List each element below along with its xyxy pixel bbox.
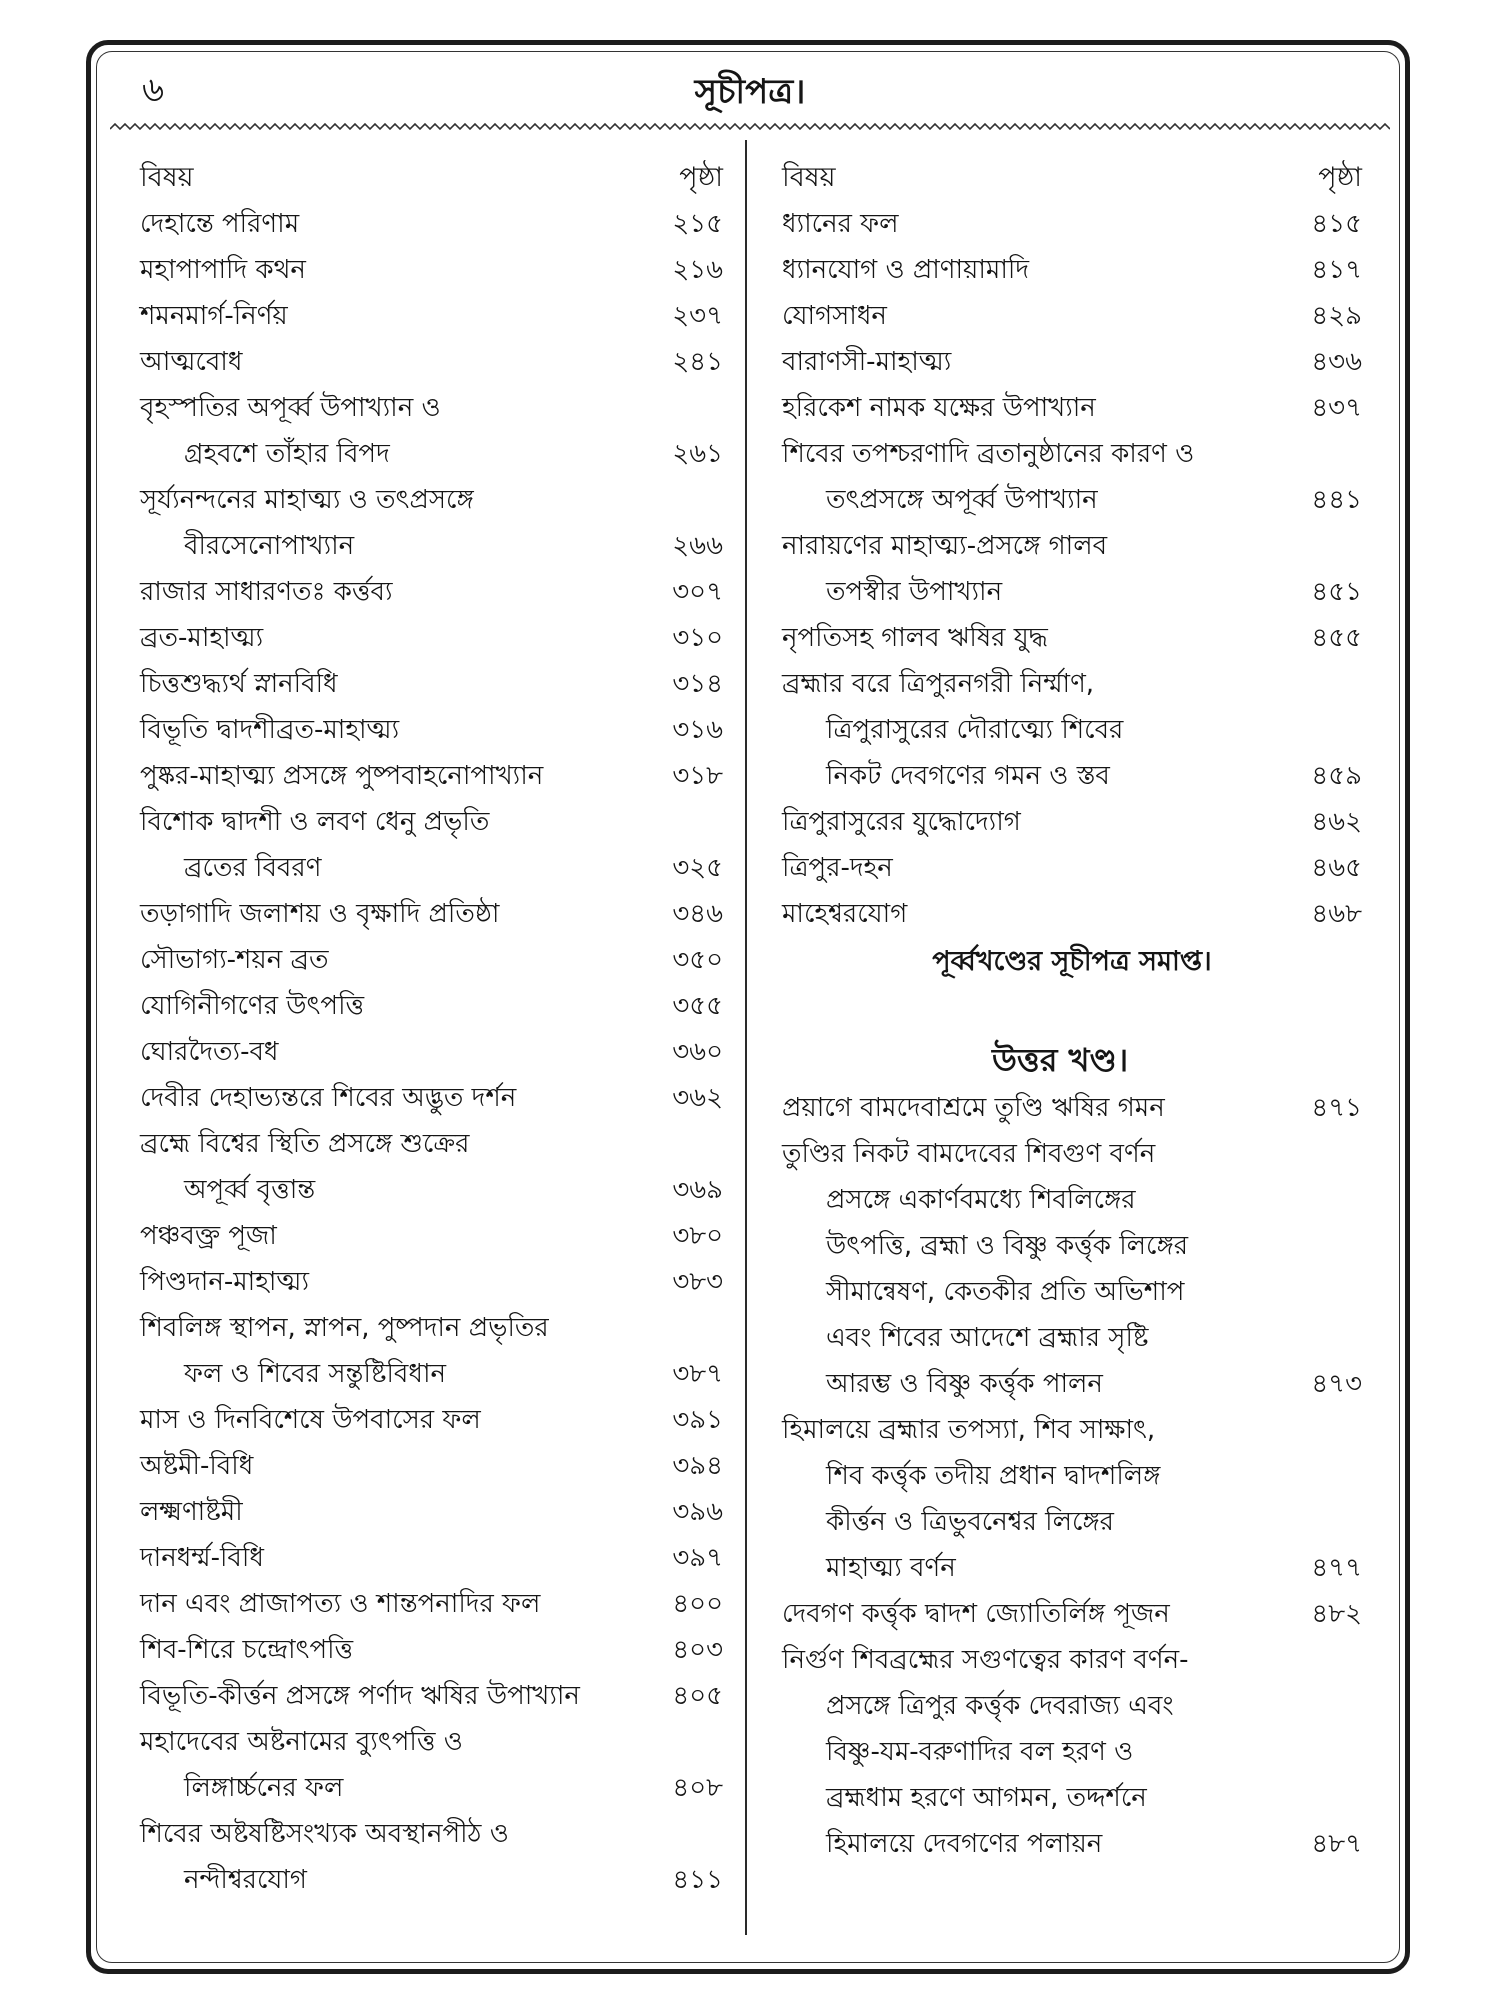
toc-entry-page: ৩৮০ [672, 1221, 723, 1251]
toc-entry-line: বীরসেনোপাখ্যান [184, 531, 355, 561]
toc-entry-page: ২১৬ [672, 255, 723, 285]
toc-entry-line: রাজার সাধারণতঃ কর্ত্তব্য [140, 577, 393, 607]
toc-entry [782, 661, 1362, 799]
toc-entry-page: ৩৬২ [672, 1083, 723, 1113]
toc-entry [782, 201, 1362, 247]
toc-entry [782, 1591, 1362, 1637]
toc-entry-line: শমনমার্গ-নির্ণয় [140, 301, 288, 331]
toc-entry-line: দান এবং প্রাজাপত্য ও শান্তপনাদির ফল [140, 1589, 541, 1619]
toc-entry-page: ৪১৭ [1311, 255, 1362, 285]
toc-entry-line: নির্গুণ শিবব্রহ্মের সগুণত্বের কারণ বর্ণন- [782, 1645, 1189, 1675]
toc-entry-line: তুণ্ডির নিকট বামদেবের শিবগুণ বর্ণন [782, 1139, 1156, 1169]
toc-entry-page: ৪১১ [672, 1865, 723, 1895]
toc-entry-page: ৪০০ [672, 1589, 723, 1619]
toc-entry [140, 983, 723, 1029]
toc-entry-line: নৃপতিসহ গালব ঋষির যুদ্ধ [782, 623, 1048, 653]
toc-entry-line: ব্রহ্মধাম হরণে আগমন, তদ্দর্শনে [826, 1783, 1147, 1813]
left-column-header [140, 155, 723, 201]
toc-entry-page: ৪৮৭ [1311, 1829, 1362, 1859]
toc-entry-page: ৪২৯ [1311, 301, 1362, 331]
toc-entry-line: দেবগণ কর্ত্তৃক দ্বাদশ জ্যোতির্লিঙ্গ পূজন [782, 1599, 1170, 1629]
toc-entry-line: নিকট দেবগণের গমন ও স্তব [826, 761, 1110, 791]
toc-entry [782, 891, 1362, 937]
toc-entry-page: ৩৫০ [672, 945, 723, 975]
right-column-header [782, 155, 1362, 201]
toc-entry-page: ২৬৬ [672, 531, 723, 561]
toc-entry-line: বিষ্ণু-যম-বরুণাদির বল হরণ ও [826, 1737, 1134, 1767]
toc-entry-line: নারায়ণের মাহাত্ম্য-প্রসঙ্গে গালব [782, 531, 1108, 561]
toc-entry [140, 1627, 723, 1673]
toc-entry-page: ৩৯৭ [672, 1543, 723, 1573]
toc-entry [140, 1213, 723, 1259]
toc-entry [140, 1581, 723, 1627]
toc-entry-line: পুষ্কর-মাহাত্ম্য প্রসঙ্গে পুষ্পবাহনোপাখ্যান [140, 761, 544, 791]
toc-entry-line: ব্রহ্মে বিশ্বের স্থিতি প্রসঙ্গে শুক্রের [140, 1129, 470, 1159]
toc-entry [140, 615, 723, 661]
toc-entry-line: যোগসাধন [782, 301, 887, 331]
toc-entry-page: ৩৯৬ [672, 1497, 723, 1527]
toc-entry-line: তৎপ্রসঙ্গে অপূর্ব্ব উপাখ্যান [826, 485, 1098, 515]
toc-entry [140, 1443, 723, 1489]
toc-entry-line: লক্ষ্মণাষ্টমী [140, 1497, 243, 1527]
toc-entry-page: ৪৮২ [1311, 1599, 1362, 1629]
toc-entry-line: হিমালয়ে ব্রহ্মার তপস্যা, শিব সাক্ষাৎ, [782, 1415, 1156, 1445]
toc-entry [782, 1407, 1362, 1591]
toc-entry-line: শিব কর্ত্তৃক তদীয় প্রধান দ্বাদশলিঙ্গ [826, 1461, 1161, 1491]
toc-entry-line: সূর্য্যনন্দনের মাহাত্ম্য ও তৎপ্রসঙ্গে [140, 485, 474, 515]
page-heading: পৃষ্ঠা [679, 162, 723, 193]
toc-entry-line: হিমালয়ে দেবগণের পলায়ন [826, 1829, 1103, 1859]
toc-entry [140, 1489, 723, 1535]
toc-entry [782, 523, 1362, 615]
toc-entry-page: ২১৫ [672, 209, 723, 239]
toc-entry-line: মাহাত্ম্য বর্ণন [826, 1553, 956, 1583]
toc-entry-line: তড়াগাদি জলাশয় ও বৃক্ষাদি প্রতিষ্ঠা [140, 899, 500, 929]
toc-entry [140, 569, 723, 615]
wavy-rule [110, 122, 1390, 136]
toc-entry-page: ২৬১ [672, 439, 723, 469]
toc-entry-line: দেবীর দেহাভ্যন্তরে শিবের অদ্ভুত দর্শন [140, 1083, 517, 1113]
toc-entry-page: ৪৪১ [1311, 485, 1362, 515]
toc-entry [140, 339, 723, 385]
toc-entry-line: সৌভাগ্য-শয়ন ব্রত [140, 945, 329, 975]
toc-entry-line: ধ্যানের ফল [782, 209, 899, 239]
toc-entry-page: ৪০৩ [672, 1635, 723, 1665]
toc-entry-line: ত্রিপুরাসুরের যুদ্ধোদ্যোগ [782, 807, 1021, 837]
toc-entry [140, 1535, 723, 1581]
toc-entry-line: এবং শিবের আদেশে ব্রহ্মার সৃষ্টি [826, 1323, 1149, 1353]
page-heading: পৃষ্ঠা [1318, 162, 1362, 193]
toc-entry-line: মাস ও দিনবিশেষে উপবাসের ফল [140, 1405, 481, 1435]
toc-entry-line: আত্মবোধ [140, 347, 243, 377]
toc-entry [782, 845, 1362, 891]
toc-entry-line: ব্রতের বিবরণ [184, 853, 322, 883]
toc-entry-page: ৪৭১ [1311, 1093, 1362, 1123]
toc-entry [140, 1719, 723, 1811]
toc-entry-line: গ্রহবশে তাঁহার বিপদ [184, 439, 390, 469]
toc-entry-line: মহাদেবের অষ্টনামের ব্যুৎপত্তি ও [140, 1727, 463, 1757]
toc-entry-page: ৩১৬ [672, 715, 723, 745]
toc-entry-page: ৪৬৮ [1311, 899, 1362, 929]
toc-entry [782, 1085, 1362, 1131]
toc-entry-line: বিভূতি-কীর্ত্তন প্রসঙ্গে পর্ণাদ ঋষির উপাখ্যান [140, 1681, 580, 1711]
toc-entry-line: শিবলিঙ্গ স্থাপন, স্নাপন, পুষ্পদান প্রভৃতির [140, 1313, 549, 1343]
toc-entry-line: ফল ও শিবের সন্তুষ্টিবিধান [184, 1359, 447, 1389]
toc-entry-line: শিব-শিরে চন্দ্রোৎপত্তি [140, 1635, 354, 1665]
toc-entry-page: ৪৫১ [1311, 577, 1362, 607]
toc-entry-page: ৩৯১ [672, 1405, 723, 1435]
toc-entry-line: প্রসঙ্গে ত্রিপুর কর্ত্তৃক দেবরাজ্য এবং [826, 1691, 1174, 1721]
toc-entry [782, 799, 1362, 845]
toc-entry-page: ৪৬২ [1311, 807, 1362, 837]
toc-entry-line: শিবের অষ্টষষ্টিসংখ্যক অবস্থানপীঠ ও [140, 1819, 509, 1849]
toc-entry [140, 201, 723, 247]
toc-entry-page: ৩০৭ [672, 577, 723, 607]
toc-entry [782, 385, 1362, 431]
toc-entry-page: ৪০৫ [672, 1681, 723, 1711]
toc-entry [140, 1811, 723, 1903]
toc-entry-line: ব্রত-মাহাত্ম্য [140, 623, 264, 653]
toc-entry-page: ৪৫৯ [1311, 761, 1362, 791]
toc-entry [140, 1397, 723, 1443]
toc-entry [140, 1075, 723, 1121]
toc-entry-line: বারাণসী-মাহাত্ম্য [782, 347, 952, 377]
toc-entry-line: বিশোক দ্বাদশী ও লবণ ধেনু প্রভৃতি [140, 807, 490, 837]
toc-entry-page: ৩৬০ [672, 1037, 723, 1067]
toc-entry [782, 247, 1362, 293]
toc-entry-line: লিঙ্গার্চ্চনের ফল [184, 1773, 344, 1803]
toc-entry-page: ৩১৮ [672, 761, 723, 791]
toc-entry [140, 385, 723, 477]
toc-entry-page: ৩৫৫ [672, 991, 723, 1021]
toc-entry-page: ৪৩৬ [1311, 347, 1362, 377]
right-column [782, 155, 1362, 1867]
toc-entry [140, 1029, 723, 1075]
toc-entry [782, 339, 1362, 385]
toc-entry [140, 937, 723, 983]
toc-entry [140, 1121, 723, 1213]
toc-entry-line: ঘোরদৈত্য-বধ [140, 1037, 279, 1067]
toc-entry [140, 1673, 723, 1719]
toc-entry-line: ত্রিপুর-দহন [782, 853, 893, 883]
toc-entry [140, 891, 723, 937]
page-title: সূচীপত্র। [694, 72, 806, 112]
toc-entry-line: ত্রিপুরাসুরের দৌরাত্ম্যে শিবের [826, 715, 1124, 745]
toc-entry [140, 753, 723, 799]
toc-entry-line: ধ্যানযোগ ও প্রাণায়ামাদি [782, 255, 1029, 285]
toc-entry [140, 1305, 723, 1397]
toc-entry [782, 1637, 1362, 1867]
part-end-note: পূর্ব্বখণ্ডের সূচীপত্র সমাপ্ত। [932, 946, 1212, 977]
toc-entry-line: তপস্বীর উপাখ্যান [826, 577, 1003, 607]
left-entry-list [140, 201, 723, 1903]
toc-entry-line: প্রয়াগে বামদেবাশ্রমে তুণ্ডি ঋষির গমন [782, 1093, 1165, 1123]
toc-entry [782, 431, 1362, 523]
toc-entry [782, 1131, 1362, 1407]
toc-entry-line: বিভূতি দ্বাদশীব্রত-মাহাত্ম্য [140, 715, 400, 745]
toc-entry-page: ৩২৫ [672, 853, 723, 883]
toc-entry-line: ব্রহ্মার বরে ত্রিপুরনগরী নির্ম্মাণ, [782, 669, 1095, 699]
toc-entry [140, 293, 723, 339]
toc-entry-line: বৃহস্পতির অপূর্ব্ব উপাখ্যান ও [140, 393, 441, 423]
toc-entry-page: ৩৯৪ [672, 1451, 723, 1481]
toc-entry-line: পিণ্ডদান-মাহাত্ম্য [140, 1267, 309, 1297]
toc-entry-page: ৩৮৭ [672, 1359, 723, 1389]
toc-entry-page: ৪৭৩ [1311, 1369, 1362, 1399]
toc-entry-line: উৎপত্তি, ব্রহ্মা ও বিষ্ণু কর্ত্তৃক লিঙ্গের [826, 1231, 1188, 1261]
toc-entry-line: দেহান্তে পরিণাম [140, 209, 300, 239]
toc-entry-line: কীর্ত্তন ও ত্রিভুবনেশ্বর লিঙ্গের [826, 1507, 1114, 1537]
toc-entry-page: ২৩৭ [672, 301, 723, 331]
toc-entry-page: ৩৪৬ [672, 899, 723, 929]
toc-entry-line: মহাপাপাদি কথন [140, 255, 306, 285]
toc-entry-page: ৩১০ [672, 623, 723, 653]
toc-entry-line: প্রসঙ্গে একার্ণবমধ্যে শিবলিঙ্গের [826, 1185, 1136, 1215]
toc-entry-page: ৪৫৫ [1311, 623, 1362, 653]
toc-entry-line: মাহেশ্বরযোগ [782, 899, 908, 929]
section-entry-list [782, 1085, 1362, 1867]
left-column [140, 155, 723, 1903]
toc-entry [782, 615, 1362, 661]
toc-entry-line: অষ্টমী-বিধি [140, 1451, 254, 1481]
toc-entry-page: ৪০৮ [672, 1773, 723, 1803]
toc-entry-page: ৪৬৫ [1311, 853, 1362, 883]
toc-entry-line: দানধর্ম্ম-বিধি [140, 1543, 264, 1573]
toc-entry-line: অপূর্ব্ব বৃত্তান্ত [184, 1175, 316, 1205]
right-entry-list [782, 201, 1362, 937]
toc-entry-line: পঞ্চবক্ত্র পূজা [140, 1221, 277, 1251]
toc-entry-page: ৩৬৯ [672, 1175, 723, 1205]
toc-entry-page: ৪৭৭ [1311, 1553, 1362, 1583]
section-heading: উত্তর খণ্ড। [992, 1041, 1129, 1079]
toc-entry-line: যোগিনীগণের উৎপত্তি [140, 991, 365, 1021]
toc-entry-line: আরম্ভ ও বিষ্ণু কর্ত্তৃক পালন [826, 1369, 1103, 1399]
toc-entry-line: শিবের তপশ্চরণাদি ব্রতানুষ্ঠানের কারণ ও [782, 439, 1195, 469]
toc-entry-page: ৪৩৭ [1311, 393, 1362, 423]
subject-heading: বিষয় [782, 162, 836, 193]
subject-heading: বিষয় [140, 162, 194, 193]
toc-entry-page: ৪১৫ [1311, 209, 1362, 239]
toc-entry-line: নন্দীশ্বরযোগ [184, 1865, 307, 1895]
toc-entry [140, 247, 723, 293]
column-divider [745, 140, 747, 1935]
page-number: ৬ [142, 70, 165, 110]
toc-entry [140, 799, 723, 891]
toc-entry-line: হরিকেশ নামক যক্ষের উপাখ্যান [782, 393, 1096, 423]
toc-entry [140, 661, 723, 707]
toc-entry [140, 477, 723, 569]
toc-entry [782, 293, 1362, 339]
toc-entry-page: ৩৮৩ [672, 1267, 723, 1297]
toc-entry-line: চিত্তশুদ্ধ্যর্থ স্নানবিধি [140, 669, 338, 699]
toc-entry-line: সীমান্বেষণ, কেতকীর প্রতি অভিশাপ [826, 1277, 1185, 1307]
toc-entry-page: ২৪১ [672, 347, 723, 377]
toc-entry-page: ৩১৪ [672, 669, 723, 699]
toc-entry [140, 1259, 723, 1305]
toc-entry [140, 707, 723, 753]
